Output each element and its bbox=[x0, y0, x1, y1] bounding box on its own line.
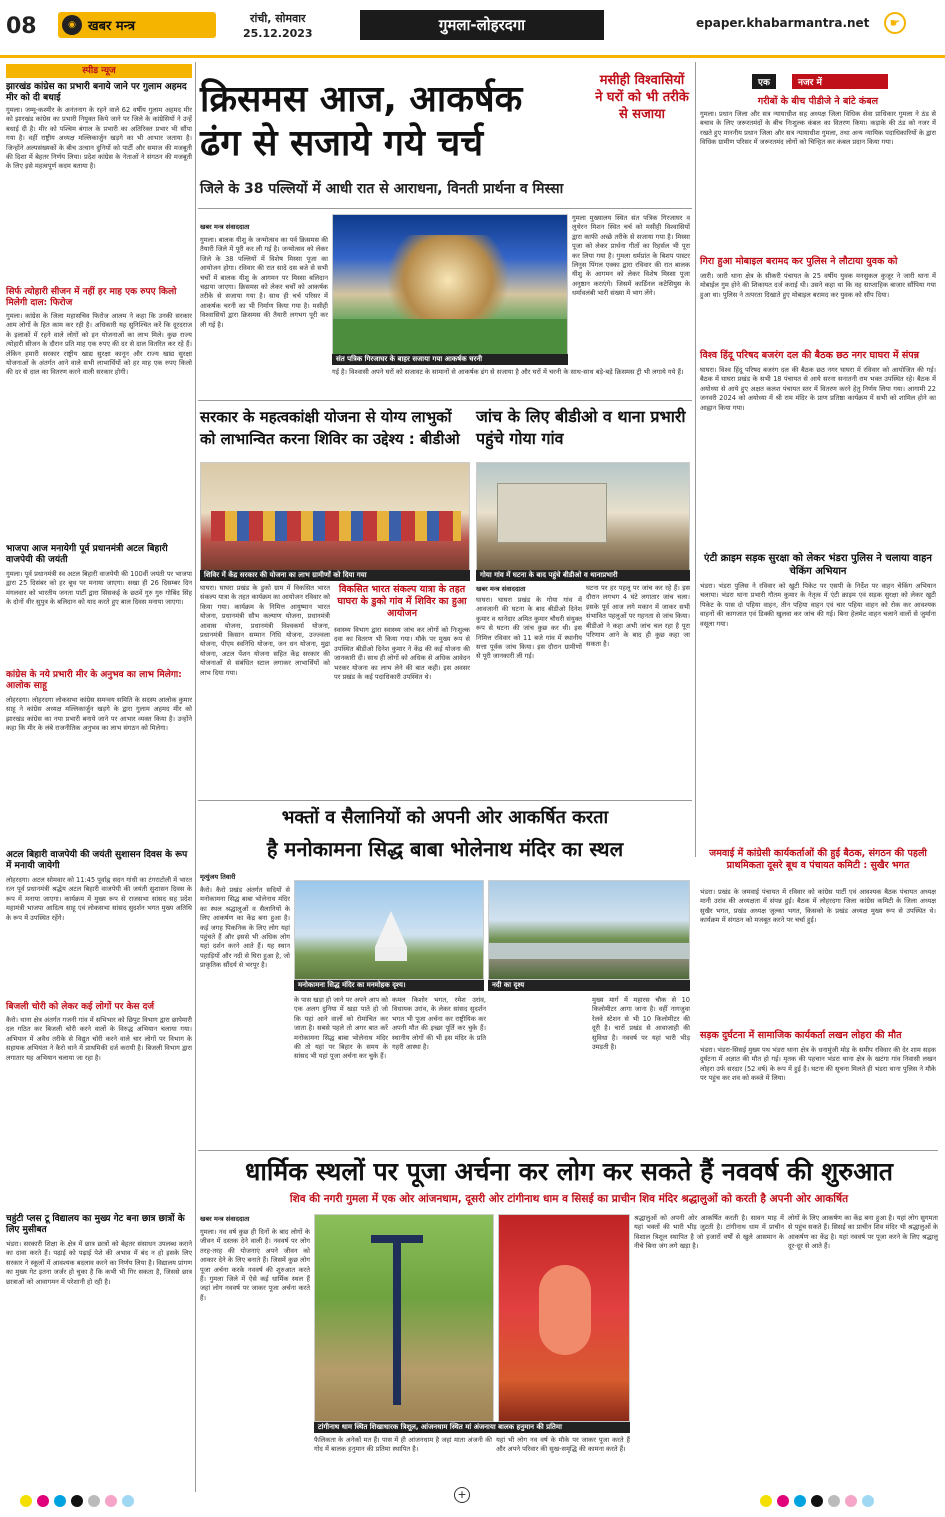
headline: एंटी क्राइम सड़क सुरक्षा को लेकर भंडरा पुलिस ने चलाया वाहन चेकिंग अभियान bbox=[704, 553, 932, 577]
tag-ek: एक bbox=[752, 74, 776, 89]
article-body: कैरो। थाना क्षेत्र अंतर्गत गजनी गांव में सभिभार को छिपुट विभाग द्वारा छापेमारी दल गठित कर बिजली चोरी करने वालों के विरुद्ध अभियान चलाया गया। अभियान में अवैध तरीके से विद्युत चोरी करने वाले चार लोगों पर विभाग के सहायक अभियंता ने कैरो थाने में प्राथमिकी दर्ज करायी है। बिजली विभाग द्वारा लगातार यह अभियान चलाया जा रहा है। bbox=[6, 1016, 192, 1062]
headline: सड़क दुर्घटना में सामाजिक कार्यकर्ता लखन लोहरा की मौत bbox=[700, 1030, 902, 1041]
article-body: जारी। जारी थाना क्षेत्र के सीकरी पंचायत के 25 वर्षीय युवक मनसुकल कुजूर ने जारी थाना में मोबाईल गुम होने की शिकायत दर्ज कराई थी। उसने कहा था कि वह साप्ताहिक बाजार सौंपिया गया हुआ था। पुलिस ने तत्परता दिखाते हुए मोबाइल बरामद कर युवक को सौंप दिया। bbox=[700, 272, 936, 299]
color-registration-left bbox=[20, 1495, 134, 1507]
tag-nazar: नजर में bbox=[792, 74, 888, 89]
headline: कांग्रेस के नये प्रभारी मीर के अनुभव का लाभ मिलेगा: आलोक साहू bbox=[6, 670, 182, 691]
headline: चहुंटी प्लस टू विद्यालय का मुख्य गेट बना छात्र छात्रों के लिए मुसीबत bbox=[6, 1214, 185, 1235]
issue-date: 25.12.2023 bbox=[243, 27, 313, 40]
byline: खबर मन्त्र संवाददाता bbox=[476, 585, 526, 593]
epaper-link[interactable]: epaper.khabarmantra.net bbox=[696, 16, 870, 30]
column-rule bbox=[695, 62, 696, 857]
article-body: भंडरा। भंडरा पुलिस ने रविवार को खुटी पिकेट पर एसपी के निर्देश पर वाहन चेकिंग अभियान चलाया। भंडरा थाना प्रभारी गौतम कुमार के नेतृत्व में एंटी क्राइम एवं सड़क सुरक्षा को लेकर खुटी पिकेट के पास दो पहिया वाहन, तीन पहिया वाहन एवं चार पहिया वाहन को रोक कर आवश्यक वाहनों की कागजात एवं डिक्की खुलवा कर जांच की गई। बिना हेलमेट वाहन चलाने वालों से जुर्माना वसूला गया। bbox=[700, 582, 936, 628]
article-body: गुमला। जम्मू-कश्मीर के अनंतनाग के रहने वाले 62 वर्षीय गुलाम अहमद मीर को झारखंड कांग्रेस का प्रभारी नियुक्त किये जाने पर जिले के कांग्रेसियों ने उन्हें बधाई दी है। मीर को पश्चिम बंगाल के प्रभारी का अतिरिक्त प्रभार भी सौंपा गया है। वहीं राष्ट्रीय अध्यक्ष मल्लिकार्जुन खड़गे का भी आभार जताया है। जिन्होंने अल्पसंख्यकों के बीच उत्थान दुनियों को पार्टी और समाज की मजबूती की दिशा में बेहतर निर्णय लिया। प्रदेश कांग्रेस के नेताओं ने संगठन की मजबूती के लिए इसे महत्वपूर्ण कदम बताया है। bbox=[6, 106, 192, 171]
section-title: गुमला-लोहरदगा bbox=[360, 10, 604, 40]
lead-side-deck: मसीही विश्वासियों ने घरों को भी तरीके से सजाया bbox=[595, 73, 689, 122]
article-body: लोहरदगा। लोहरदगा लोकसभा कांग्रेस समन्वय समिति के सदस्य आलोक कुमार साहू ने कांग्रेस अध्यक्ष मल्लिकार्जुन खड़गे के द्वारा गुलाम अहमद मीर को झारखंड कांग्रेस का नया प्रभारी बनाये जाने पर आभार व्यक्त किया है। उन्होंने कहा कि मीर के लंबे राजनीतिक अनुभव का लाभ संगठन को मिलेगा। bbox=[6, 696, 192, 733]
dateline bbox=[243, 11, 313, 41]
hanuman-photo bbox=[498, 1214, 630, 1422]
camp-subheadline: विकसित भारत संकल्प यात्रा के तहत घाघरा के डुको गांव में शिविर का हुआ आयोजन bbox=[337, 584, 467, 619]
article-body: गई है। विश्वासी अपने घरों को सजावट के सामानों से आकर्षक ढंग से सजाया है और घरों में चरनी के साथ-साथ बड़े-बड़े क्रिसमस ट्री भी लगाये गये हैं। bbox=[332, 368, 684, 376]
lead-headline-line1: क्रिसमस आज, आकर्षक bbox=[200, 79, 523, 120]
article-body: श्रद्धालुओं को अपनी ओर आकर्षित करती है। सावन माह में यहां भक्तों की भारी भीड़ जुटती है। टांगीनाथ धाम में प्राचीन विशाल त्रिशूल स्थापित है जो हजारों वर्षों से खुले आसमान के नीचे बिना जंग लगे खड़ा है। bbox=[634, 1214, 784, 1251]
article-body: गुमला मुख्यालय स्थित संत पत्रिक गिरजाघर व लुथेरन मिशन स्थित चर्च को मसीही विश्वासियों द्वारा काफी अच्छे तरीके से सजाया गया है। मिस्सा पूजा को लेकर प्रार्थना गीतों का रिहर्सल भी पूरा कर लिया गया है। गुमला धर्मप्रांत के बिशप पास्टर लिनुस पिंगल एक्का द्वारा रविवार की रात बालक यीशु के आगमन को लेकर विशेष मिस्सा पूजा अनुष्ठान कराएंगे। जिसमें कार्डिनल कटेसियुस के धर्मावलंबी भारी संख्या में भाग लेंगे। bbox=[572, 214, 690, 298]
photo-caption: गोया गांव में घटना के बाद पहुंचे बीडीओ व थानाप्रभारी bbox=[476, 570, 690, 581]
article-body: घाघरा। विश्व हिंदू परिषद बजरंग दल की बैठक छठ नगर घाघरा में रविवार को आयोजित की गई। बैठक में घाघरा प्रखंड के सभी 18 पंचायत से आये सरना सनातनी राम भक्त उपस्थित रहे। बैठक में अयोध्या से आये हुए अक्षत कलश पंचायत स्तर में वितरण करने हेतु निर्णय लिया गया। आगामी 22 जनवरी 2024 को अयोध्या में श्री राम मंदिर के प्राण प्रतिष्ठा कार्यक्रम में सभी को शामिल होने का आह्वान किया गया। bbox=[700, 366, 936, 412]
column-rule bbox=[195, 62, 196, 1492]
article-body: के पास खड़ा हो जाने पर अपने आप को एक अलग दुनिया में खड़ा पाते हो जो कि यहां आने वालों को रोमांचित कर जाता है। सबसे पहले तो अगर बात करें मनोकामना सिद्ध बाबा भोलेनाथ मंदिर की तो यहां पर बिहार के समय के सांसद भी यहां पूजा अर्चना कर चुके हैं। bbox=[294, 996, 388, 1061]
photo-caption: मनोकामना सिद्ध मंदिर का मनमोहक दृश्य। bbox=[294, 980, 484, 991]
byline: खबर मन्त्र संवाददाता bbox=[200, 223, 250, 231]
lead-subheadline: जिले के 38 पल्लियों में आधी रात से आराधना, विनती प्रार्थना व मिस्सा bbox=[200, 181, 564, 197]
headline: भाजपा आज मनायेगी पूर्व प्रधानमंत्री अटल बिहारी वाजपेयी की जयंती bbox=[6, 544, 168, 565]
article-body: घाघरा। घाघरा प्रखंड के डुको ग्राम में विकसित भारत संकल्प यात्रा के तहत कार्यक्रम का आयोजन रविवार को किया गया। कार्यक्रम के निमित्त आयुष्मान भारत योजना, प्रधानमंत्री सौभ कल्याण योजना, प्रधानमंत्री आवास योजना, प्रधानमंत्री विश्वकर्मा योजना, प्रधानमंत्री किसान सम्मान निधि योजना, उज्ज्वला योजना, पीएम स्वनिधि योजना, जन धन योजना, मुद्रा योजना, अटल पेंशन योजना सहित केंद्र सरकार की योजनाओं से संबंधित स्टाल लगाकर लाभार्थियों को लाभ दिया गया। bbox=[200, 584, 330, 677]
article-body: कैरो। कैरो प्रखंड अंतर्गत सदियों से मनोकामना सिद्ध बाबा भोलेनाथ मंदिर का स्थल श्रद्धालुओं व सैलानियों के लिए आकर्षण का केंद्र बना हुआ है। कई जगह पिकनिक के लिए लोग यहां पहुंचते हैं और इससे भी अधिक लोग यहां दर्शन करने आते हैं। यह स्थान पहाड़ियों और नदी से घिरा हुआ है, जो प्राकृतिक सौंदर्य से भरपूर है। bbox=[200, 886, 290, 970]
shiv-headline: धार्मिक स्थलों पर पूजा अर्चना कर लोग कर सकते हैं नववर्ष की शुरुआत bbox=[244, 1157, 894, 1186]
headline: विश्व हिंदू परिषद बजरंग दल की बैठक छठ नगर घाघरा में संपन्न bbox=[700, 350, 920, 361]
photo-caption: नदी का दृश्य bbox=[488, 980, 690, 991]
church-crib-photo bbox=[332, 214, 568, 360]
headline: सिर्फ त्योहारी सीजन में नहीं हर माह एक रुपए किलो मिलेगी दाल: फिरोज bbox=[6, 287, 177, 308]
crosshair-icon: + bbox=[454, 1487, 470, 1503]
camp-photo bbox=[200, 462, 470, 574]
article-body: घटना पर हर पहलू पर जांच कर रहे हैं। इस दौरान लगभग 4 घंटे लगातार जांच चला। इसके पूर्व आज लगे मकान में जाकर सभी संभावित पहलुओं पर गहनता से जांच किया। बीडीओ ने कहा अभी जांच चल रहा है पूरा परिणाम आने के बाद ही कुछ कहा जा सकता है। bbox=[586, 584, 690, 649]
rule bbox=[198, 208, 692, 209]
article-body: स्वास्थ्य विभाग द्वारा स्वास्थ्य जांच कर लोगों को निःशुल्क दवा का वितरण भी किया गया। मौके पर मुख्य रूप से उपस्थित बीडीओ दिनेश कुमार ने केंद्र की कई योजना की जानकारी दी। साथ ही लोगों को अधिक से अधिक आवेदन भरकर योजना का लाभ लेने की बात कही। इस अवसर पर प्रखंड के कई पदाधिकारी उपस्थित थे। bbox=[334, 626, 470, 682]
article-body: गुमला। प्रधान जिला और सत्र न्यायाधीश सह अध्यक्ष जिला विधिक सेवा प्राधिकार गुमला ने ठंड से बचाव के लिए जरूरतमंदों के बीच निःशुल्क कंबल का वितरण किया। कड़ाके की ठंड को नजर में रखते हुए माननीय प्रधान जिला और सत्र न्यायाधीश गुमला, तथा अन्य न्यायिक पदाधिकारियों के द्वारा विधिक ग्रामीण परिसर में जरूरतमंद लोगों को चिन्हित कर कंबल प्रदान किया गया। bbox=[700, 110, 936, 147]
goya-photo bbox=[476, 462, 690, 574]
goya-headline: जांच के लिए बीडीओ व थाना प्रभारी पहुंचे गोया गांव bbox=[476, 407, 686, 448]
rule bbox=[198, 400, 692, 401]
headline: बिजली चोरी को लेकर कई लोगों पर केस दर्ज bbox=[6, 1002, 155, 1012]
headline: गरीबों के बीच पीडीजे ने बांटे कंबल bbox=[757, 96, 879, 107]
article-body: लोहरदगा। अटल सोमवार को 11:45 पूर्वाह्न सदन गांधी का टंगराटोली में भारत रत्न पूर्व प्रधानमंत्री श्रद्धेय अटल बिहारी वाजपेयी की जयंती सुशासन दिवस के रूप में मनाया जाएगा। कार्यक्रम में मुख्य रूप से राजसभा सांसद सह प्रदेश महामंत्री भाजपा आदित्य साहू एवं लोकसभा सांसद सुदर्शन भगत मुख्य अतिथि के रूप में उपस्थित रहेंगे। bbox=[6, 876, 192, 922]
brand-name: खबर मन्त्र bbox=[88, 19, 136, 34]
article-body: भंडरा। प्रखंड के जमवाई पंचायत में रविवार को कांग्रेस पार्टी एवं आवश्यक बैठक पंचायत अध्यक्ष मानी उरांव की अध्यक्षता में संपन्न हुई। बैठक में लोहरदगा जिला कांग्रेस कमिटी के जिला अध्यक्ष सुखैर भगत, प्रखंड अध्यक्ष जुल्का भगत, किसको के प्रखंड अध्यक्ष मुख्य रूप से उपस्थित थे। कार्यक्रम में संगठन को मजबूत करने पर चर्चा हुई। bbox=[700, 888, 936, 925]
article-body: फैलिकता के अनेकों मत हैं। पास में ही आंजनधाम है जहां माता अंजनी की गोद में बालक हनुमान की प्रतिमा स्थापित है। bbox=[314, 1436, 492, 1454]
rule bbox=[198, 1150, 938, 1151]
article-body: कमल किशोर भगत, रमेश उरांव, विधायक उरांव, के लेकर सांसद सुदर्शन भगत भी पूजा अर्चना कर राष्ट्रीयिक कर अपनी मौत की इच्छा पूर्ति कर चुके हैं। स्थानीय लोगों की भी इस मंदिर के प्रति गहरी आस्था है। bbox=[392, 996, 486, 1052]
mantra-logo-icon: ◉ bbox=[62, 15, 82, 35]
color-registration-right bbox=[760, 1495, 874, 1507]
article-body: गुमला। नव वर्ष कुछ ही दिनों के बाद लोगों के जीवन में दस्तक देने वाली है। नववर्ष पर लोग तरह-तरह की योजनाएं अपने जीवन को आकार देने के लिए बनाते हैं। जिसमें कुछ लोग पूजा अर्चना करके नववर्ष की शुरुआत करते हैं। गुमला जिले में ऐसे कई धार्मिक स्थल हैं जहां लोग नववर्ष पर जाकर पूजा अर्चना करते हैं। bbox=[200, 1228, 310, 1302]
page-number: 08 bbox=[6, 14, 37, 39]
article-body: लोगों के लिए आकर्षण का केंद्र बना हुआ है। यहां लोग सुगमता से पहुंच सकते हैं। सिसई का प्राचीन शिव मंदिर भी श्रद्धालुओं के आकर्षण का केंद्र है। यहां नववर्ष पर पूजा करने के लिए श्रद्धालु दूर-दूर से आते हैं। bbox=[788, 1214, 938, 1251]
headline: अटल बिहारी वाजपेयी की जयंती सुशासन दिवस के रूप में मनायी जायेगी bbox=[6, 850, 188, 871]
article-body: मुख्य मार्ग में महारस चौक से 10 किलोमीटर आगा जाना है। वहीं नागजुवा रेलवे स्टेशन से भी 10 किलोमीटर की दूरी है। चारों प्रखंड से आवाजाही की सुविधा है। नववर्ष पर यहां भारी भीड़ उमड़ती है। bbox=[592, 996, 690, 1052]
temple-headline-1: भक्तों व सैलानियों को अपनी ओर आकर्षित करता bbox=[281, 807, 609, 828]
speed-news-band: स्पीड न्यूज bbox=[6, 64, 192, 78]
headline: गिरा हुआ मोबाइल बरामद कर पुलिस ने लौटाया युवक को bbox=[700, 256, 898, 267]
lead-headline-line2: ढंग से सजाये गये चर्च bbox=[200, 123, 484, 164]
article-body: भंडरा। भंडरा-सिसई मुख्य पथ भंडरा थाना क्षेत्र के धनामुंजी मोड़ के समीप रविवार की देर शाम सड़क दुर्घटना में अज्ञात की मौत हो गई। मृतक की पहचान भंडरा थाना क्षेत्र के खटंगा गांव निवासी लखन लोहरा उर्फ सरदार (52 वर्ष) के रूप में हुई है। घटना की सूचना मिलते ही भंडरा थाना पुलिस ने मौके पर पहुंच कर शव को कब्जे में लिया। bbox=[700, 1046, 936, 1083]
photo-caption: संत पत्रिक गिरजाघर के बाहर सजाया गया आकर्षक चरनी bbox=[332, 354, 568, 365]
article-body: यहां भी लोग नव वर्ष के मौके पर जाकर पूजा करते हैं और अपने परिवार की सुख-समृद्धि की कामना करते हैं। bbox=[496, 1436, 630, 1454]
article-body: गुमला। पूर्व प्रधानमंत्री स्व अटल बिहारी वाजपेयी की 100वीं जयंती पर भाजपा द्वारा 25 दिसंबर को हर बूथ पर मनाया जाएगा। सखा ही 26 दिसम्बर दिन मंगलवार को भारतीय जनता पार्टी द्वारा सिसकई के छठवें गुरु गुरु गोबिंद सिंह के दोनों वीर सुपुत्र के बलिदान को याद करते हुए बाल दिवस मनाया जाएगा। bbox=[6, 570, 192, 607]
shiv-subheadline: शिव की नगरी गुमला में एक ओर आंजनधाम, दूसरी ओर टांगीनाथ धाम व सिसई का प्राचीन शिव मंदिर श्रद्धालुओं को करती है अपनी ओर आकर्षित bbox=[289, 1193, 849, 1205]
camp-headline: सरकार के महत्वकांक्षी योजना से योग्य लाभुकों को लाभान्वित करना शिविर का उद्देश्य : बीडीओ bbox=[200, 408, 460, 448]
pointer-hand-icon: ☛ bbox=[884, 12, 906, 34]
article-body: भंडरा। सरकारी शिक्षा के क्षेत्र में छात्र छात्रों को बेहतर संसाधन उपलब्ध कराने का दावा करते हैं। पढ़ाई को पढ़ाई पेशे की अभाव में बंद न हो इसके लिए सरकार ने स्कूलों में आवश्यक बदलाव करने का निर्णय लिया है। विद्यालय प्रांगण का मुख्य गेट इतना जर्जर हो चुका है कि कभी भी गिर सकता है, जिससे छात्र छात्राओं को आवागमन में परेशानी हो रही है। bbox=[6, 1240, 192, 1286]
city-day: रांची, सोमवार bbox=[250, 12, 306, 25]
river-photo bbox=[488, 880, 690, 980]
masthead bbox=[0, 0, 945, 58]
headline: झारखंड कांग्रेस का प्रभारी बनाये जाने पर गुलाम अहमद मीर को दी बधाई bbox=[6, 82, 187, 103]
photo-caption: टांगीनाथ धाम स्थित शिखाधारक त्रिशूल, आंजनधाम स्थित मां अंजनाया बालक हनुमान की प्रतिमा bbox=[314, 1422, 630, 1433]
brand-logo bbox=[58, 12, 216, 38]
trishul-photo bbox=[314, 1214, 494, 1422]
temple-photo bbox=[294, 880, 484, 980]
temple-headline-2: है मनोकामना सिद्ध बाबा भोलेनाथ मंदिर का स्थल bbox=[266, 837, 624, 861]
rule bbox=[198, 800, 692, 801]
article-body: गुमला। कांग्रेस के जिला महासचिव फिरोज आलम ने कहा कि उनकी सरकार आम लोगों के हित काम कर रही है। अधिकारी यह सुनिश्चित करें कि दूरदराज के इलाकों में रहने वाले लोगों को इन योजनाओं का लाभ मिले। कुछ राज्य त्योहारी सीजन के दौरान प्रति माह एक रुपए की दर से दाल वितरित कर रहे हैं। लेकिन हमारी सरकार राष्ट्रीय खाद्य सुरक्षा कानून और राज्य खाद्य सुरक्षा योजनाओं के अंतर्गत आने वाले सभी लाभार्थियों को हर माह एक रुपए किलो की दर से दाल का वितरण करने वाली सरकार होगी। bbox=[6, 312, 192, 377]
photo-caption: शिविर में केंद्र सरकार की योजना का लाभ ग्रामीणों को दिया गया bbox=[200, 570, 470, 581]
byline: खबर मन्त्र संवाददाता bbox=[200, 1215, 250, 1223]
article-body: गुमला। बालक यीशु के जन्मोत्सव का पर्व क्रिसमस की तैयारी जिले में पूरी कर ली गई है। जन्मोत्सव को लेकर जिले के 38 पल्लियों में विशेष मिस्सा पूजा का आयोजन होगा। रविवार की रात सादे दस बजे से सभी चर्चों में बालक यीशु के आगमन पर मिस्सा बलिदान चढ़ाया जाएगा। क्रिसमस को लेकर चर्चों को आकर्षक तरीके से सजाया गया है। साथ ही चर्च परिसर में आकर्षक चरनी का भी निर्माण किया गया है। मसीही विश्वासियों द्वारा क्रिसमस की तैयारी लगभग पूरी कर ली गई है। bbox=[200, 236, 328, 329]
headline: जमवाई में कांग्रेसी कार्यकर्ताओं की हुई बैठक, संगठन की पहली प्राथमिकता दूसरे बूथ व पंचायत कमिटी : सुखैर भगत bbox=[709, 848, 927, 871]
byline: मृत्युंजय तिवारी bbox=[200, 873, 236, 881]
article-body: घाघरा। घाघरा प्रखंड के गोया गांव में आवजानी की घटना के बाद बीडीओ दिनेश कुमार व थानेदार अमित कुमार चौधरी संयुक्त रूप से घटना की जांच कुछ कर थी। इस निमित्त रविवार को 11 बजे गांव में स्थानीय सत्ता पूर्वक जांच किया। इस दौरान ग्रामीणों से पूरी जानकारी ली गई। bbox=[476, 596, 582, 661]
